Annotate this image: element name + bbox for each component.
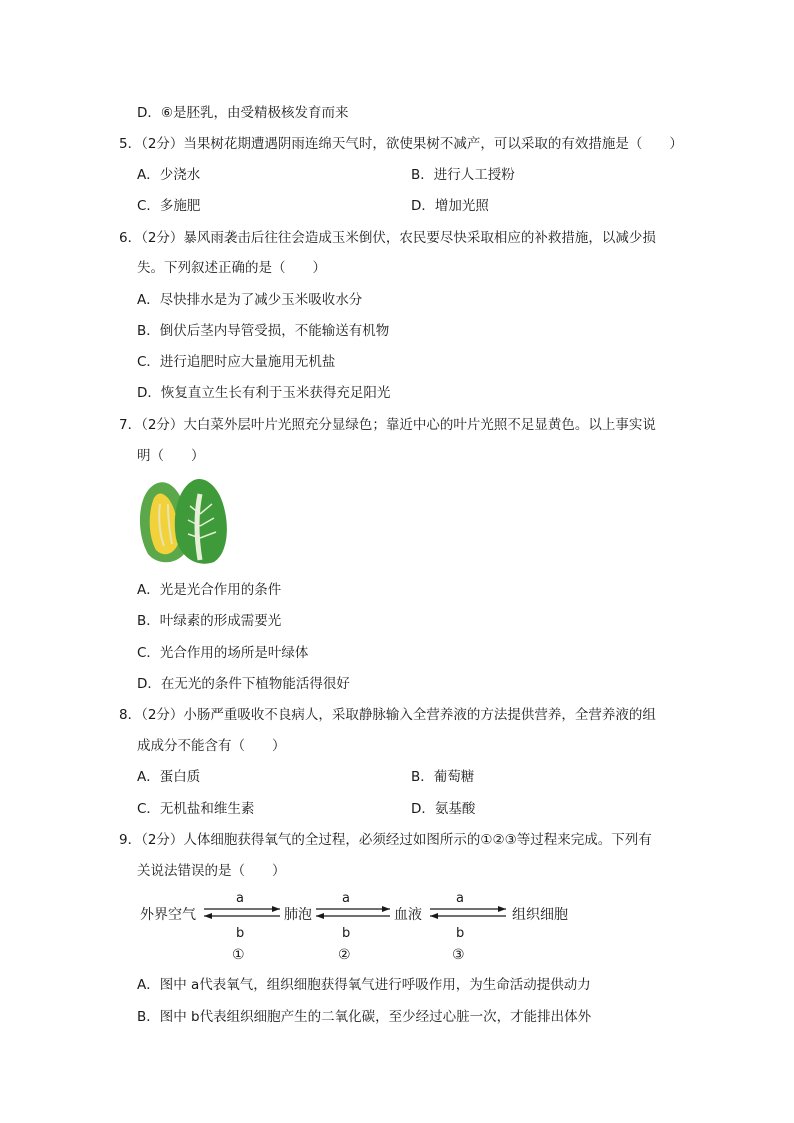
arrow-right-icon bbox=[272, 906, 280, 912]
q9-option-a: A．图中 a代表氧气，组织细胞获得氧气进行呼吸作用，为生命活动提供动力 bbox=[137, 977, 591, 993]
q8-stem-line2: 成成分不能含有（ ） bbox=[137, 738, 286, 754]
cabbage-image bbox=[134, 474, 232, 570]
q6-option-a: A．尽快排水是为了减少玉米吸收水分 bbox=[137, 292, 363, 308]
label-b-2: b bbox=[342, 926, 351, 941]
q7-option-a: A．光是光合作用的条件 bbox=[137, 582, 282, 598]
q7-option-b: B．叶绿素的形成需要光 bbox=[137, 613, 282, 629]
step-2-label: ② bbox=[338, 947, 351, 963]
arrow-left-icon bbox=[316, 913, 324, 919]
label-a-2: a bbox=[342, 891, 350, 906]
step-1-label: ① bbox=[232, 947, 245, 963]
q9-option-b: B．图中 b代表组织细胞产生的二氧化碳，至少经过心脏一次，才能排出体外 bbox=[137, 1009, 592, 1025]
q9-stem-line1: 9．（2分）人体细胞获得氧气的全过程，必须经过如图所示的①②③等过程来完成。下列有 bbox=[119, 832, 652, 848]
q6-stem-line2: 失。下列叙述正确的是（ ） bbox=[137, 260, 326, 276]
arrow-right-icon bbox=[498, 906, 506, 912]
q8-option-b: B．葡萄糖 bbox=[411, 769, 475, 785]
label-b-3: b bbox=[456, 926, 465, 941]
arrow-right-icon bbox=[382, 906, 390, 912]
q5-option-c: C．多施肥 bbox=[137, 198, 201, 214]
q4-option-d: D．⑥是胚乳，由受精极核发育而来 bbox=[137, 105, 349, 121]
q7-option-c: C．光合作用的场所是叶绿体 bbox=[137, 645, 309, 661]
q8-option-d: D．氨基酸 bbox=[411, 801, 476, 817]
q5-stem: 5．（2分）当果树花期遭遇阴雨连绵天气时，欲使果树不减产，可以采取的有效措施是（ ） bbox=[119, 136, 683, 152]
arrow-pair-1 bbox=[204, 891, 280, 963]
arrow-left-icon bbox=[430, 913, 438, 919]
label-a-3: a bbox=[456, 891, 464, 906]
q6-option-b: B．倒伏后茎内导管受损，不能输送有机物 bbox=[137, 323, 390, 339]
label-b-1: b bbox=[236, 926, 245, 941]
node-blood: 血液 bbox=[394, 907, 422, 923]
node-alveoli: 肺泡 bbox=[284, 907, 312, 923]
step-3-label: ③ bbox=[452, 947, 465, 963]
label-a-1: a bbox=[236, 891, 244, 906]
q5-option-a: A．少浇水 bbox=[137, 167, 201, 183]
q7-stem-line1: 7．（2分）大白菜外层叶片光照充分显绿色；靠近中心的叶片光照不足显黄色。以上事实说 bbox=[119, 417, 656, 433]
arrow-pair-2 bbox=[316, 891, 390, 963]
q6-stem-line1: 6．（2分）暴风雨袭击后往往会造成玉米倒伏，农民要尽快采取相应的补救措施，以减少损 bbox=[119, 230, 656, 246]
node-tissue-cells: 组织细胞 bbox=[512, 907, 568, 923]
respiration-process-diagram bbox=[138, 887, 588, 967]
q6-option-d: D．恢复直立生长有利于玉米获得充足阳光 bbox=[137, 385, 391, 401]
q5-option-d: D．增加光照 bbox=[411, 198, 489, 214]
q9-stem-line2: 关说法错误的是（ ） bbox=[137, 863, 286, 879]
node-outside-air: 外界空气 bbox=[140, 907, 196, 923]
q7-stem-line2: 明（ ） bbox=[137, 448, 205, 464]
arrow-left-icon bbox=[204, 913, 212, 919]
q8-stem-line1: 8．（2分）小肠严重吸收不良病人，采取静脉输入全营养液的方法提供营养，全营养液的组 bbox=[119, 707, 656, 723]
q5-option-b: B．进行人工授粉 bbox=[411, 167, 515, 183]
q6-option-c: C．进行追肥时应大量施用无机盐 bbox=[137, 354, 336, 370]
q7-option-d: D．在无光的条件下植物能活得很好 bbox=[137, 676, 350, 692]
q8-option-c: C．无机盐和维生素 bbox=[137, 801, 255, 817]
arrow-pair-3 bbox=[430, 891, 506, 963]
q8-option-a: A．蛋白质 bbox=[137, 769, 201, 785]
